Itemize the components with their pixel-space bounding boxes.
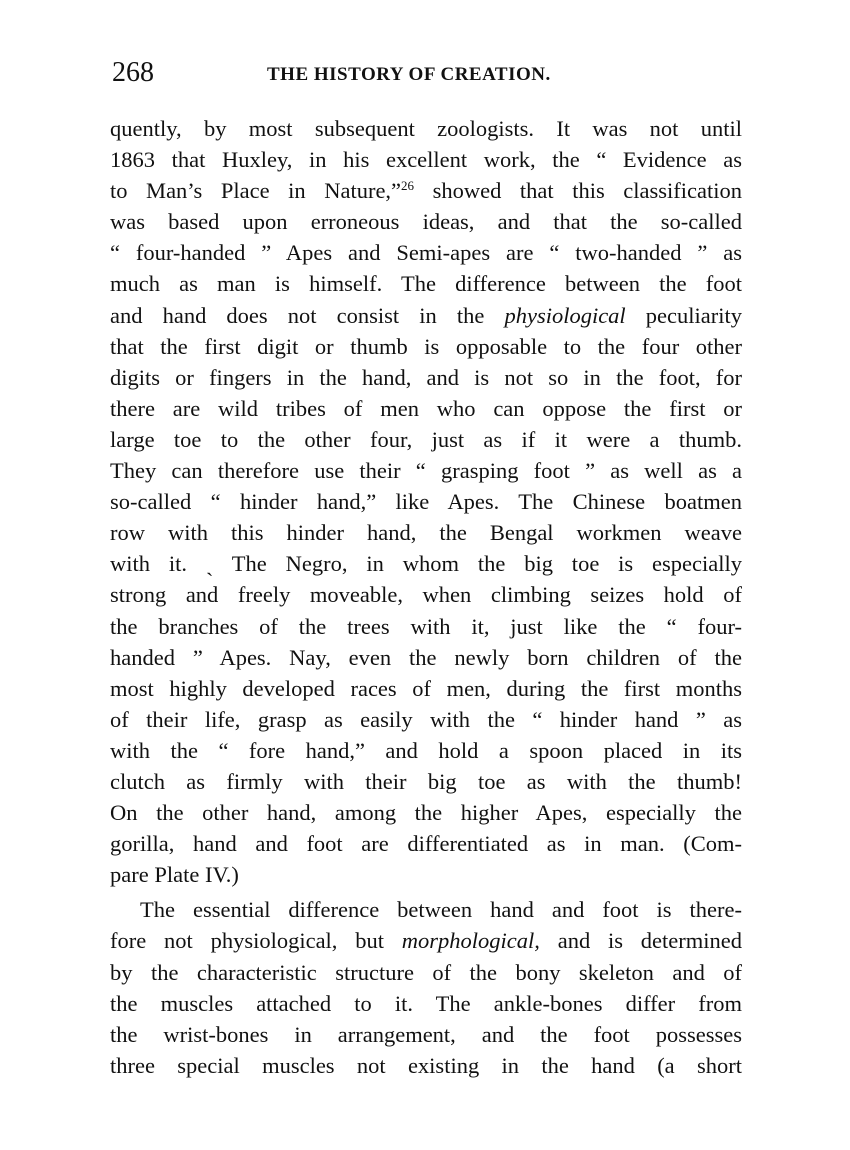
text-line: They can therefore use their “ grasping foot ” as well as a xyxy=(110,458,742,484)
text-line: the wrist-bones in arrangement, and the foot possesses xyxy=(110,1021,742,1047)
text-line: 1863 that Huxley, in his excellent work, the “ Evidence as xyxy=(110,147,742,173)
text-line xyxy=(110,175,742,206)
text-line: strong and freely moveable, when climbing seizes hold of xyxy=(110,582,742,608)
text-line: was based upon erroneous ideas, and that the so-called xyxy=(110,209,742,235)
text-line: clutch as firmly with their big toe as with the thumb! xyxy=(110,768,742,794)
text-line: the muscles attached to it. The ankle-bones differ from xyxy=(110,990,742,1016)
page-header xyxy=(112,55,740,91)
text-line: large toe to the other four, just as if it were a thumb. xyxy=(110,426,742,452)
text-line: “ four-handed ” Apes and Semi-apes are “ two-handed ” as xyxy=(110,240,742,266)
text-span: and is determined xyxy=(539,928,742,954)
page-number: 268 xyxy=(112,57,154,88)
text-span: fore not physiological, but xyxy=(110,928,384,954)
text-line: row with this hinder hand, the Bengal workmen weave xyxy=(110,520,742,546)
running-head: THE HISTORY OF CREATION. xyxy=(267,64,551,85)
italic-term: morphological, xyxy=(401,928,540,954)
text-line: of their life, grasp as easily with the “ hinder hand ” as xyxy=(110,706,742,732)
text-line: the branches of the trees with it, just like the “ four- xyxy=(110,613,742,639)
text-line: gorilla, hand and foot are differentiated as in man. (Com- xyxy=(110,831,742,857)
text-span: peculiarity xyxy=(625,302,742,328)
text-line: so-called “ hinder hand,” like Apes. The Chinese boatmen xyxy=(110,489,742,515)
text-line: The essential difference between hand and foot is there- xyxy=(140,897,742,923)
footnote-ref: 26 xyxy=(401,178,415,194)
text-line: with the “ fore hand,” and hold a spoon placed in its xyxy=(110,737,742,763)
text-line: quently, by most subsequent zoologists. It was not until xyxy=(110,116,742,141)
text-line: most highly developed races of men, during the first months xyxy=(110,675,742,701)
italic-term: physiological xyxy=(504,302,626,328)
text-line: digits or fingers in the hand, and is not so in the foot, for xyxy=(110,364,742,390)
text-line: there are wild tribes of men who can oppose the first or xyxy=(110,395,742,421)
text-line: On the other hand, among the higher Apes, especially the xyxy=(110,800,742,826)
text-span: to Man’s Place in Nature,” xyxy=(110,178,402,204)
body-text xyxy=(110,113,742,1081)
text-line: with it. ˎ The Negro, in whom the big toe is especially xyxy=(110,551,742,577)
text-line: pare Plate IV.) xyxy=(110,862,239,888)
text-span: showed that this classification xyxy=(414,178,742,204)
text-line xyxy=(110,925,742,956)
text-span: and hand does not consist in the xyxy=(110,302,485,328)
text-line xyxy=(110,300,742,331)
text-line: three special muscles not existing in the hand (a short xyxy=(110,1052,742,1078)
text-line: handed ” Apes. Nay, even the newly born children of the xyxy=(110,644,742,670)
text-line: that the first digit or thumb is opposable to the four other xyxy=(110,333,742,359)
text-line: much as man is himself. The difference between the foot xyxy=(110,271,742,297)
text-line: by the characteristic structure of the bony skeleton and of xyxy=(110,959,742,985)
